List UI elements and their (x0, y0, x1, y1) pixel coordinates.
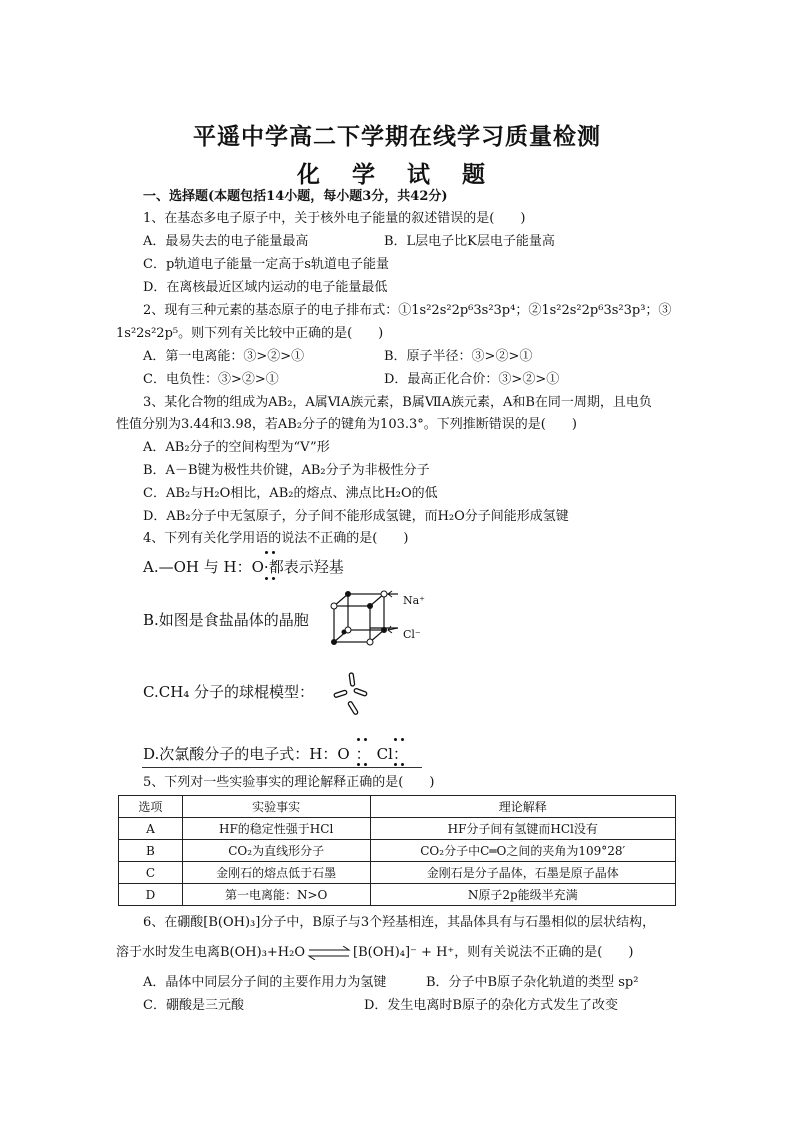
q6-stem-line1: 6、在硼酸[B(OH)₃]分子中，B原子与3个羟基相连，其晶体具有与石墨相似的层状结构， (143, 915, 656, 930)
q2-stem-line1: 2、现有三种元素的基态原子的电子排布式：①1s²2s²2p⁶3s²3p⁴；②1s²2s²2p⁶3s²3p³；③ (143, 303, 672, 318)
q2-option-b: B．原子半径：③>②>① (384, 349, 533, 364)
q6-stem-line2 (116, 944, 633, 962)
electron-dot (357, 738, 360, 741)
q6-option-b: B．分子中B原子杂化轨道的类型 sp² (426, 975, 639, 990)
divider (142, 767, 422, 768)
q3-stem-line2: 性值分别为3.44和3.98，若AB₂分子的键角为103.3°。下列推断错误的是( ) (116, 417, 577, 432)
colon-separator: ： (392, 745, 408, 763)
q2-option-a: A．第一电离能：③>②>① (143, 349, 305, 364)
q3-option-c: C．AB₂与H₂O相比，AB₂的熔点、沸点比H₂O的低 (143, 486, 438, 501)
electron-dot (265, 551, 268, 554)
q1-option-d: D．在离核最近区域内运动的电子能量最低 (143, 280, 388, 295)
q6-option-d: D．发生电离时B原子的杂化方式发生了改变 (364, 998, 618, 1013)
electron-dot (401, 763, 404, 766)
table-cell: 金刚石的熔点低于石墨 (182, 862, 370, 884)
electron-dot (364, 763, 367, 766)
table-row (119, 884, 676, 906)
q4-option-a (143, 558, 344, 576)
q4-stem: 4、下列有关化学用语的说法不正确的是( ) (143, 531, 409, 546)
table-row (119, 818, 676, 840)
q1-stem: 1、在基态多电子原子中，关于核外电子能量的叙述错误的是( ) (143, 211, 526, 226)
q1-option-b: B．L层电子比K层电子能量高 (384, 234, 555, 249)
table-row (119, 862, 676, 884)
q6-equation-right: [B(OH)₄]⁻ + H⁺，则有关说法不正确的是( ) (353, 945, 634, 960)
table-cell: CO₂分子中C═O之间的夹角为109°28′ (370, 840, 676, 862)
electron-dot (272, 551, 275, 554)
q4-option-d-prefix: D.次氯酸分子的电子式：H： (143, 745, 338, 763)
q3-option-d: D．AB₂分子中无氢原子，分子间不能形成氢键，而H₂O分子间能形成氢键 (143, 509, 569, 524)
q3-option-a: A．AB₂分子的空间构型为“V”形 (143, 440, 330, 455)
table-cell: HF分子间有氢键而HCl没有 (370, 818, 676, 840)
q6-option-c: C．硼酸是三元酸 (143, 998, 244, 1013)
table-header-row (119, 796, 676, 818)
cl-ion-label: Cl⁻ (403, 628, 421, 641)
table-cell: 第一电离能：N>O (182, 884, 370, 906)
table-header-cell: 实验事实 (182, 796, 370, 818)
q4-option-d (143, 745, 408, 763)
colon-separator: ： (355, 745, 371, 763)
electron-dot (401, 738, 404, 741)
q4-option-a-oxygen: O (251, 558, 264, 576)
q3-stem-line1: 3、某化合物的组成为AB₂，A属ⅥA族元素，B属ⅦA族元素，A和B在同一周期，且电负 (143, 395, 652, 410)
electron-dot (364, 738, 367, 741)
q4-option-d-oxygen: O (337, 745, 350, 763)
section-heading: 一、选择题(本题包括14小题，每小题3分，共42分) (143, 189, 448, 204)
table-cell: D (119, 884, 183, 906)
table-cell: C (119, 862, 183, 884)
q4-option-c: C.CH₄ 分子的球棍模型： (143, 683, 315, 701)
q1-option-a: A．最易失去的电子能量最高 (143, 234, 309, 249)
electron-dot (265, 577, 268, 580)
table-header-cell: 选项 (119, 796, 183, 818)
q2-option-c: C．电负性：③>②>① (143, 372, 279, 387)
ch4-ball-stick-model (330, 670, 380, 720)
q6-option-a: A．晶体中同层分子间的主要作用力为氢键 (143, 975, 387, 990)
equilibrium-arrow-icon (307, 946, 351, 960)
table-header-cell: 理论解释 (370, 796, 676, 818)
electron-dot (272, 577, 275, 580)
table-cell: N原子2p能级半充满 (370, 884, 676, 906)
exam-title: 平遥中学高二下学期在线学习质量检测 (193, 123, 601, 150)
q5-stem: 5、下列对一些实验事实的理论解释正确的是( ) (143, 775, 435, 790)
na-ion-label: Na⁺ (403, 594, 425, 607)
electron-dot (394, 763, 397, 766)
q5-table (118, 795, 676, 906)
table-cell: CO₂为直线形分子 (182, 840, 370, 862)
q4-option-d-chlorine: Cl (376, 745, 393, 763)
table-cell: B (119, 840, 183, 862)
q4-option-a-suffix: ·都表示羟基 (263, 558, 344, 576)
table-cell: A (119, 818, 183, 840)
q1-option-c: C．p轨道电子能量一定高于s轨道电子能量 (143, 257, 389, 272)
q4-option-a-prefix: A.—OH 与 H： (143, 558, 252, 576)
table-row (119, 840, 676, 862)
subject-title: 化 学 试 题 (296, 161, 498, 188)
q6-equation-left: 溶于水时发生电离B(OH)₃+H₂O (116, 945, 306, 960)
q2-stem-line2: 1s²2s²2p⁵。则下列有关比较中正确的是( ) (116, 326, 384, 341)
q2-option-d: D．最高正化合价：③>②>① (384, 372, 560, 387)
table-cell: 金刚石是分子晶体，石墨是原子晶体 (370, 862, 676, 884)
electron-dot (394, 738, 397, 741)
table-cell: HF的稳定性强于HCl (182, 818, 370, 840)
q4-option-b: B.如图是食盐晶体的晶胞 (143, 611, 309, 629)
electron-dot (357, 763, 360, 766)
q3-option-b: B．A－B键为极性共价键，AB₂分子为非极性分子 (143, 463, 430, 478)
